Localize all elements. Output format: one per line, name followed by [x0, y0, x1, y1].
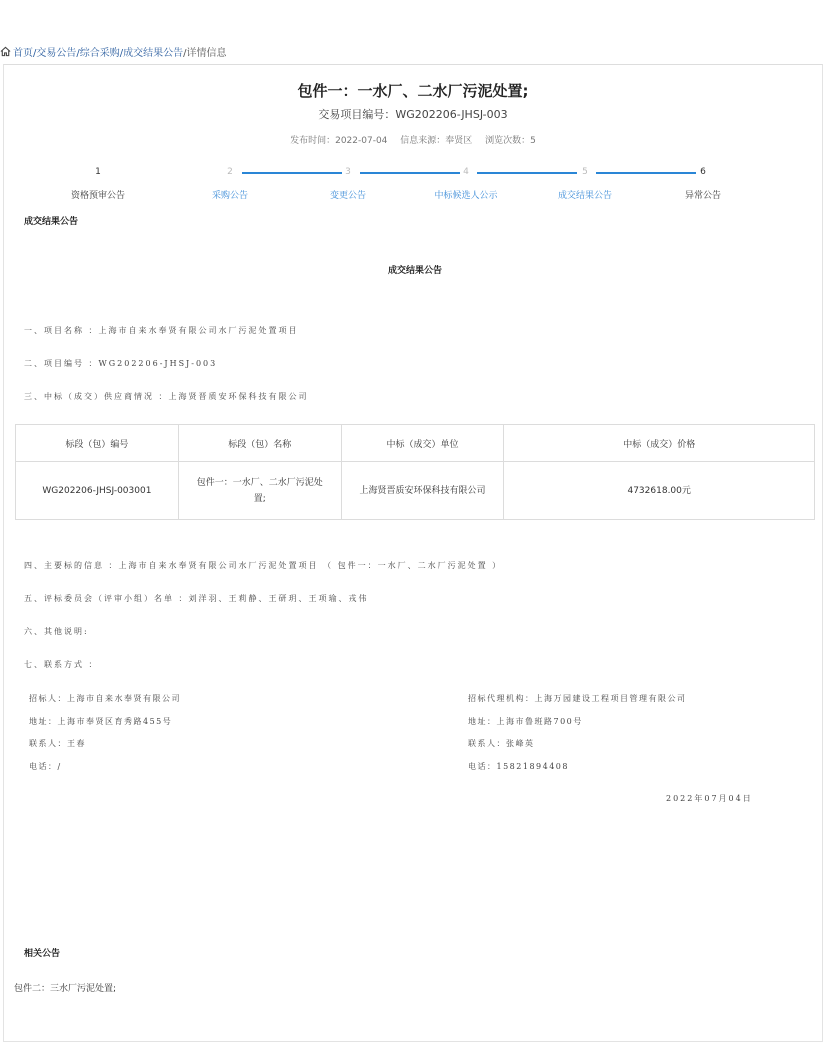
buyer-address: 地址：上海市奉贤区育秀路455号	[29, 716, 173, 726]
step-qualification	[38, 166, 158, 201]
view-count: 浏览次数：5	[485, 136, 536, 146]
buyer-contact	[29, 693, 181, 783]
step-number: 3	[345, 167, 351, 177]
progress-steps	[40, 166, 826, 206]
content-frame	[3, 64, 823, 1042]
table-cell: 上海贤晋质安环保科技有限公司	[341, 462, 504, 520]
other-notes-paragraph: 六、其他说明:	[24, 627, 89, 636]
project-number: 交易项目编号：WG202206-JHSJ-003	[318, 108, 508, 121]
table-header: 标段（包）名称	[178, 425, 341, 462]
page-title: 包件一：一水厂、二水厂污泥处置;	[297, 82, 529, 100]
step-label: 资格预审公告	[70, 191, 125, 201]
agent-contact-person: 联系人：张峰英	[468, 739, 535, 748]
step-procurement[interactable]	[170, 166, 290, 201]
agent-phone: 电话：15821894408	[468, 761, 569, 771]
step-label: 异常公告	[684, 191, 721, 201]
agent-contact	[468, 693, 687, 783]
related-announcement-link[interactable]: 包件二：三水厂污泥处置;	[14, 984, 117, 994]
step-number: 1	[95, 167, 101, 177]
step-number: 6	[700, 167, 706, 177]
supplier-paragraph: 三、中标（成交）供应商情况 ：上海贤晋质安环保科技有限公司	[24, 392, 309, 401]
document-date: 2022年07月04日	[666, 794, 753, 803]
home-icon[interactable]	[0, 46, 11, 57]
table-header: 中标（成交）价格	[504, 425, 815, 462]
step-label[interactable]: 成交结果公告	[557, 191, 612, 201]
project-name-paragraph: 一、项目名称 ：上海市自来水奉贤有限公司水厂污泥处置项目	[24, 326, 299, 335]
main-subject-paragraph: 四、主要标的信息 ：上海市自来水奉贤有限公司水厂污泥处置项目 （ 包件一：一水厂、二水厂污泥处置 ）	[24, 561, 503, 570]
agent-address: 地址：上海市鲁班路700号	[468, 716, 583, 726]
table-cell: WG202206-JHSJ-003001	[16, 462, 179, 520]
document-title: 成交结果公告	[387, 266, 442, 276]
table-header: 标段（包）编号	[16, 425, 179, 462]
breadcrumb	[0, 44, 227, 59]
related-title: 相关公告	[24, 949, 61, 959]
step-candidate[interactable]	[406, 166, 526, 201]
committee-paragraph: 五、评标委员会（评审小组）名单 ：刘洋羽、王莉静、王研玥、王项瑜、戎伟	[24, 594, 369, 603]
step-abnormal	[643, 166, 763, 201]
table-row	[16, 462, 815, 520]
step-label[interactable]: 中标候选人公示	[434, 191, 498, 201]
step-number: 4	[463, 167, 469, 177]
buyer-phone: 电话：/	[29, 761, 62, 771]
breadcrumb-current: /详情信息	[183, 48, 227, 59]
step-number: 5	[582, 167, 588, 177]
publish-meta	[0, 133, 826, 146]
project-number-paragraph: 二、项目编号 ：WG202206-JHSJ-003	[24, 359, 218, 368]
contact-heading: 七、联系方式 ：	[24, 660, 99, 669]
section-title: 成交结果公告	[24, 217, 79, 227]
buyer-contact-person: 联系人：王春	[29, 739, 86, 748]
step-change[interactable]	[288, 166, 408, 201]
table-header: 中标（成交）单位	[341, 425, 504, 462]
buyer-name: 招标人：上海市自来水奉贤有限公司	[29, 694, 181, 703]
breadcrumb-trade-link[interactable]: 交易公告	[36, 48, 77, 59]
info-source: 信息来源：奉贤区	[400, 136, 473, 146]
agent-name: 招标代理机构：上海万园建设工程项目管理有限公司	[468, 694, 687, 703]
step-result[interactable]	[525, 166, 645, 201]
table-cell: 包件一：一水厂、二水厂污泥处置;	[178, 462, 341, 520]
breadcrumb-home-link[interactable]: 首页/	[13, 48, 37, 59]
publish-time: 发布时间：2022-07-04	[290, 136, 388, 146]
result-table	[15, 424, 815, 520]
step-number: 2	[227, 167, 233, 177]
step-label[interactable]: 变更公告	[329, 191, 366, 201]
breadcrumb-purchase-link[interactable]: /综合采购	[76, 48, 120, 59]
table-header-row	[16, 425, 815, 462]
table-cell: 4732618.00元	[504, 462, 815, 520]
breadcrumb-result-link[interactable]: /成交结果公告	[119, 48, 184, 59]
step-label[interactable]: 采购公告	[211, 191, 248, 201]
